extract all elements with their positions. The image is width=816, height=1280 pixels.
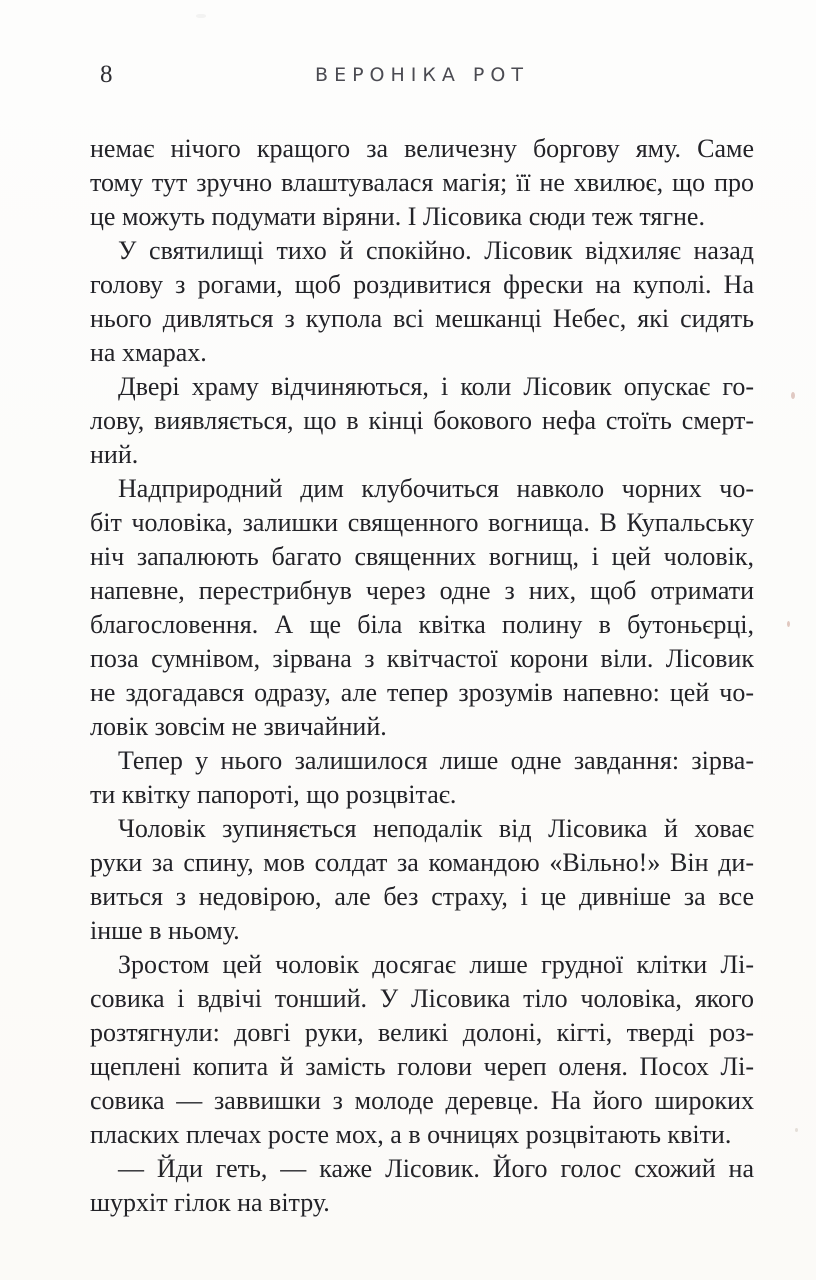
- text-line: благословення. А ще біла квітка полину в бутоньєрці,: [90, 610, 754, 639]
- text-line: Тепер у нього залишилося лише одне завдання: зірва-: [118, 746, 754, 775]
- text-line: шурхіт гілок на вітру.: [90, 1188, 330, 1217]
- paragraph: [90, 132, 754, 234]
- paper-speck: [787, 621, 790, 627]
- text-line: напевне, перестрибнув через одне з них, щоб отримати: [90, 576, 754, 605]
- text-line: лову, виявляється, що в кінці бокового нефа стоїть смерт-: [90, 406, 754, 435]
- text-line: не здогадався одразу, але тепер зрозумів напевно: цей чо-: [90, 678, 754, 707]
- paragraph: [90, 948, 754, 1152]
- text-line: ти квітку папороті, що розцвітає.: [90, 780, 457, 809]
- text-line: тому тут зручно влаштувалася магія; її не хвилює, що про: [90, 168, 754, 197]
- text-line: голову з рогами, щоб роздивитися фрески на куполі. На: [90, 270, 754, 299]
- text-line: ніч запалюють багато священних вогнищ, і цей чоловік,: [90, 542, 754, 571]
- paragraph: [90, 370, 754, 472]
- text-line: поза сумнівом, зірвана з квітчастої корони віли. Лісовик: [90, 644, 754, 673]
- paragraph: [90, 234, 754, 370]
- text-line: Двері храму відчиняються, і коли Лісовик опускає го-: [118, 372, 754, 401]
- text-line: руки за спину, мов солдат за командою «Вільно!» Він ди-: [90, 848, 754, 877]
- text-line: щеплені копита й замість голови череп оленя. Посох Лі-: [90, 1052, 754, 1081]
- text-line: на хмарах.: [90, 338, 207, 367]
- text-line: ний.: [90, 440, 139, 469]
- text-line: немає нічого кращого за величезну боргову яму. Саме: [90, 134, 754, 163]
- text-line: виться з недовірою, але без страху, і це дивніше за все: [90, 882, 754, 911]
- text-line: У святилищі тихо й спокійно. Лісовик відхиляє назад: [118, 236, 754, 265]
- text-line: нього дивляться з купола всі мешканці Небес, які сидять: [90, 304, 754, 333]
- page-header-row: [90, 60, 754, 90]
- text-line: Надприродний дим клубочиться навколо чорних чо-: [118, 474, 754, 503]
- text-line: це можуть подумати віряни. І Лісовика сюди теж тягне.: [90, 202, 705, 231]
- text-line: Зростом цей чоловік досягає лише грудної клітки Лі-: [118, 950, 754, 979]
- paragraph: [90, 812, 754, 948]
- text-line: пласких плечах росте мох, а в очницях розцвітають квіти.: [90, 1120, 732, 1149]
- running-header-author: ВЕРОНІКА РОТ: [315, 64, 529, 86]
- paper-speck: [795, 1128, 798, 1132]
- paragraph: [90, 1152, 754, 1220]
- text-line: розтягнули: довгі руки, великі долоні, кігті, тверді роз-: [90, 1018, 754, 1047]
- text-line: біт чоловіка, залишки священного вогнища. В Купальську: [90, 508, 754, 537]
- paragraph: [90, 472, 754, 744]
- text-line: Чоловік зупиняється неподалік від Лісовика й ховає: [118, 814, 754, 843]
- paper-speck: [791, 392, 795, 399]
- paper-smudge: [196, 14, 206, 18]
- text-line: совика і вдвічі тонший. У Лісовика тіло чоловіка, якого: [90, 984, 754, 1013]
- text-line: ловік зовсім не звичайний.: [90, 712, 387, 741]
- paragraph: [90, 744, 754, 812]
- text-line: інше в ньому.: [90, 916, 240, 945]
- text-line: — Йди геть, — каже Лісовик. Його голос схожий на: [118, 1154, 754, 1183]
- page-number: 8: [100, 61, 113, 88]
- text-line: совика — заввишки з молоде деревце. На його широких: [90, 1086, 754, 1115]
- text-block: [90, 132, 754, 1220]
